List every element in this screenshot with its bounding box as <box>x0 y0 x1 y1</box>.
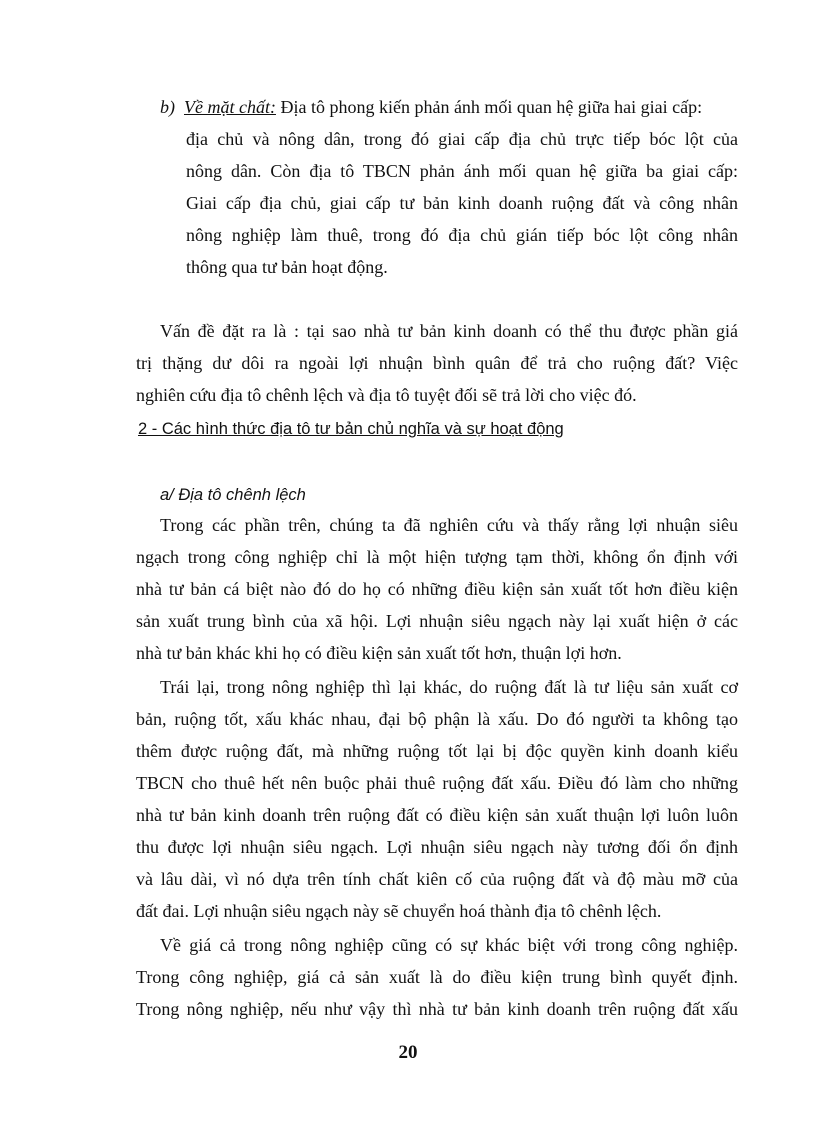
paragraph-line: TBCN cho thuê hết nên buộc phải thuê ruộng đất xấu. Điều đó làm cho những <box>136 773 738 793</box>
item-b-line: Giai cấp địa chủ, giai cấp tư bản kinh doanh ruộng đất và công nhân <box>186 193 738 213</box>
paragraph-line: nhà tư bản cá biệt nào đó do họ có những điều kiện sản xuất tốt hơn điều kiện <box>136 579 738 599</box>
paragraph-line: nhà tư bản kinh doanh trên ruộng đất có điều kiện sản xuất thuận lợi luôn luôn <box>136 805 738 825</box>
question-line: Vấn đề đặt ra là : tại sao nhà tư bản kinh doanh có thể thu được phần giá <box>160 321 738 341</box>
item-b-line: thông qua tư bản hoạt động. <box>186 257 388 277</box>
question-line: trị thặng dư dôi ra ngoài lợi nhuận bình quân để trả cho ruộng đất? Việc <box>136 353 738 373</box>
item-b-line: nông nghiệp làm thuê, trong đó địa chủ gián tiếp bóc lột công nhân <box>186 225 738 245</box>
paragraph-line: Về giá cả trong nông nghiệp cũng có sự khác biệt với trong công nghiệp. <box>160 935 738 955</box>
page-number: 20 <box>398 1042 418 1063</box>
item-b-heading: Về mặt chất: <box>184 97 276 117</box>
item-b-line: nông dân. Còn địa tô TBCN phản ánh mối quan hệ giữa ba giai cấp: <box>186 161 738 181</box>
paragraph-line: Trái lại, trong nông nghiệp thì lại khác, do ruộng đất là tư liệu sản xuất cơ <box>160 677 738 697</box>
item-b-line: địa chủ và nông dân, trong đó giai cấp địa chủ trực tiếp bóc lột của <box>186 129 738 149</box>
item-b-marker: b) <box>160 97 175 117</box>
paragraph-line: Trong các phần trên, chúng ta đã nghiên cứu và thấy rằng lợi nhuận siêu <box>160 515 738 535</box>
section-heading: 2 - Các hình thức địa tô tư bản chủ nghĩa và sự hoạt động <box>138 420 564 438</box>
paragraph-line: bản, ruộng tốt, xấu khác nhau, đại bộ phận là xấu. Do đó người ta không tạo <box>136 709 738 729</box>
paragraph-line: Trong công nghiệp, giá cả sản xuất là do điều kiện trung bình quyết định. <box>136 967 738 987</box>
item-b-first-line <box>160 96 702 118</box>
paragraph-line: sản xuất trung bình của xã hội. Lợi nhuận siêu ngạch này lại xuất hiện ở các <box>136 611 738 631</box>
item-b-first-line-text: Địa tô phong kiến phản ánh mối quan hệ giữa hai giai cấp: <box>275 97 703 117</box>
paragraph-line: Trong nông nghiệp, nếu như vậy thì nhà tư bản kinh doanh trên ruộng đất xấu <box>136 999 738 1019</box>
question-line: nghiên cứu địa tô chênh lệch và địa tô tuyệt đối sẽ trả lời cho việc đó. <box>136 385 637 405</box>
paragraph-line: và lâu dài, vì nó dựa trên tính chất kiên cố của ruộng đất và độ màu mỡ của <box>136 869 738 889</box>
paragraph-line: thu được lợi nhuận siêu ngạch. Lợi nhuận siêu ngạch này tương đối ổn định <box>136 837 738 857</box>
subsection-heading: a/ Địa tô chênh lệch <box>160 486 306 504</box>
paragraph-line: đất đai. Lợi nhuận siêu ngạch này sẽ chuyển hoá thành địa tô chênh lệch. <box>136 901 662 921</box>
paragraph-line: ngạch trong công nghiệp chỉ là một hiện tượng tạm thời, không ổn định với <box>136 547 738 567</box>
paragraph-line: nhà tư bản khác khi họ có điều kiện sản xuất tốt hơn, thuận lợi hơn. <box>136 643 622 663</box>
paragraph-line: thêm được ruộng đất, mà những ruộng tốt lại bị độc quyền kinh doanh kiểu <box>136 741 738 761</box>
